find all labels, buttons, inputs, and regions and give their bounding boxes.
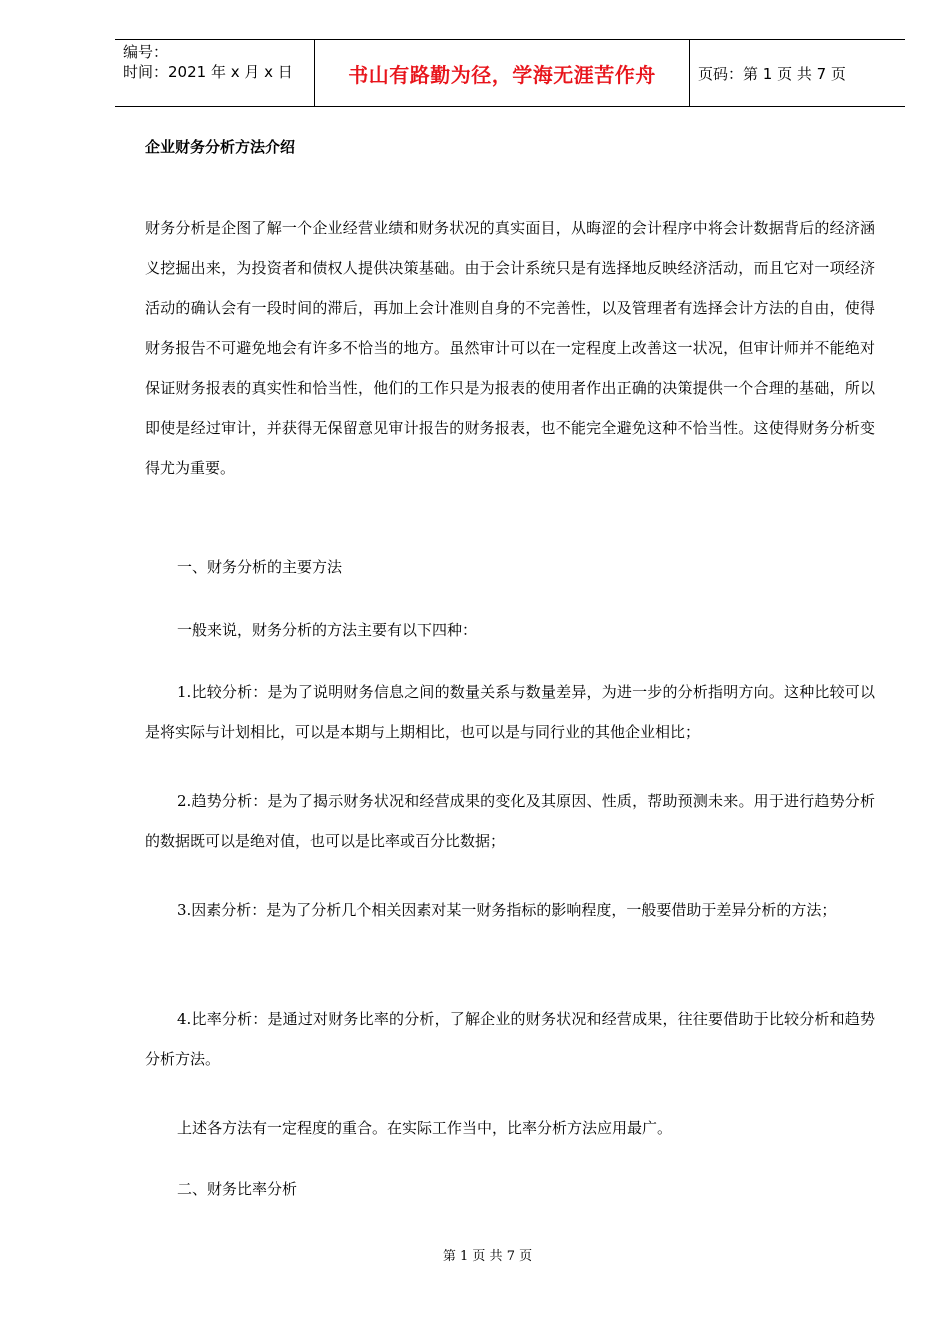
summary-paragraph: 上述各方法有一定程度的重合。在实际工作当中，比率分析方法应用最广。 <box>177 1119 673 1137</box>
header-meta-cell <box>115 40 315 106</box>
header-page-label: 页码：第 1 页 共 7 页 <box>698 64 846 83</box>
method-item-factor: 3.因素分析：是为了分析几个相关因素对某一财务指标的影响程度，一般要借助于差异分析的方法； <box>177 901 837 919</box>
doc-time-label: 时间：2021 年 x 月 x 日 <box>123 63 293 81</box>
method-item-comparison: 1.比较分析：是为了说明财务信息之间的数量关系与数量差异，为进一步的分析指明方向。这种比较可以是将实际与计划相比，可以是本期与上期相比，也可以是与同行业的其他企业相比； <box>145 683 875 741</box>
method-item-ratio: 4.比率分析：是通过对财务比率的分析，了解企业的财务状况和经营成果，往往要借助于比较分析和趋势分析方法。 <box>145 1010 875 1068</box>
section1-lead: 一般来说，财务分析的方法主要有以下四种： <box>177 621 478 639</box>
doc-number-label: 编号： <box>123 43 169 61</box>
method-item-trend: 2.趋势分析：是为了揭示财务状况和经营成果的变化及其原因、性质，帮助预测未来。用于进行趋势分析的数据既可以是绝对值，也可以是比率或百分比数据； <box>145 792 875 850</box>
document-title: 企业财务分析方法介绍 <box>145 138 296 156</box>
intro-paragraph: 财务分析是企图了解一个企业经营业绩和财务状况的真实面目，从晦涩的会计程序中将会计数据背后的经济涵义挖掘出来，为投资者和债权人提供决策基础。由于会计系统只是有选择地反映经济活动，而且它对一项经济活动的确认会有一段时间的滞后，再加上会计准则自身的不完善性，以及管理者有选择会计方法的自由，使得财务报告不可避免地会有许多不恰当的地方。虽然审计可以在一定程度上改善这一状况，但审计师并不能绝对保证财务报表的真实性和恰当性，他们的工作只是为报表的使用者作出正确的决策提供一个合理的基础，所以即使是经过审计，并获得无保留意见审计报告的财务报表，也不能完全避免这种不恰当性。这使得财务分析变得尤为重要。 <box>145 219 875 477</box>
page-header <box>115 39 905 107</box>
section1-heading: 一、财务分析的主要方法 <box>177 558 343 576</box>
page-footer: 第 1 页 共 7 页 <box>442 1249 533 1264</box>
header-motto: 书山有路勤为径，学海无涯苦作舟 <box>315 40 690 106</box>
section2-heading: 二、财务比率分析 <box>177 1180 298 1198</box>
